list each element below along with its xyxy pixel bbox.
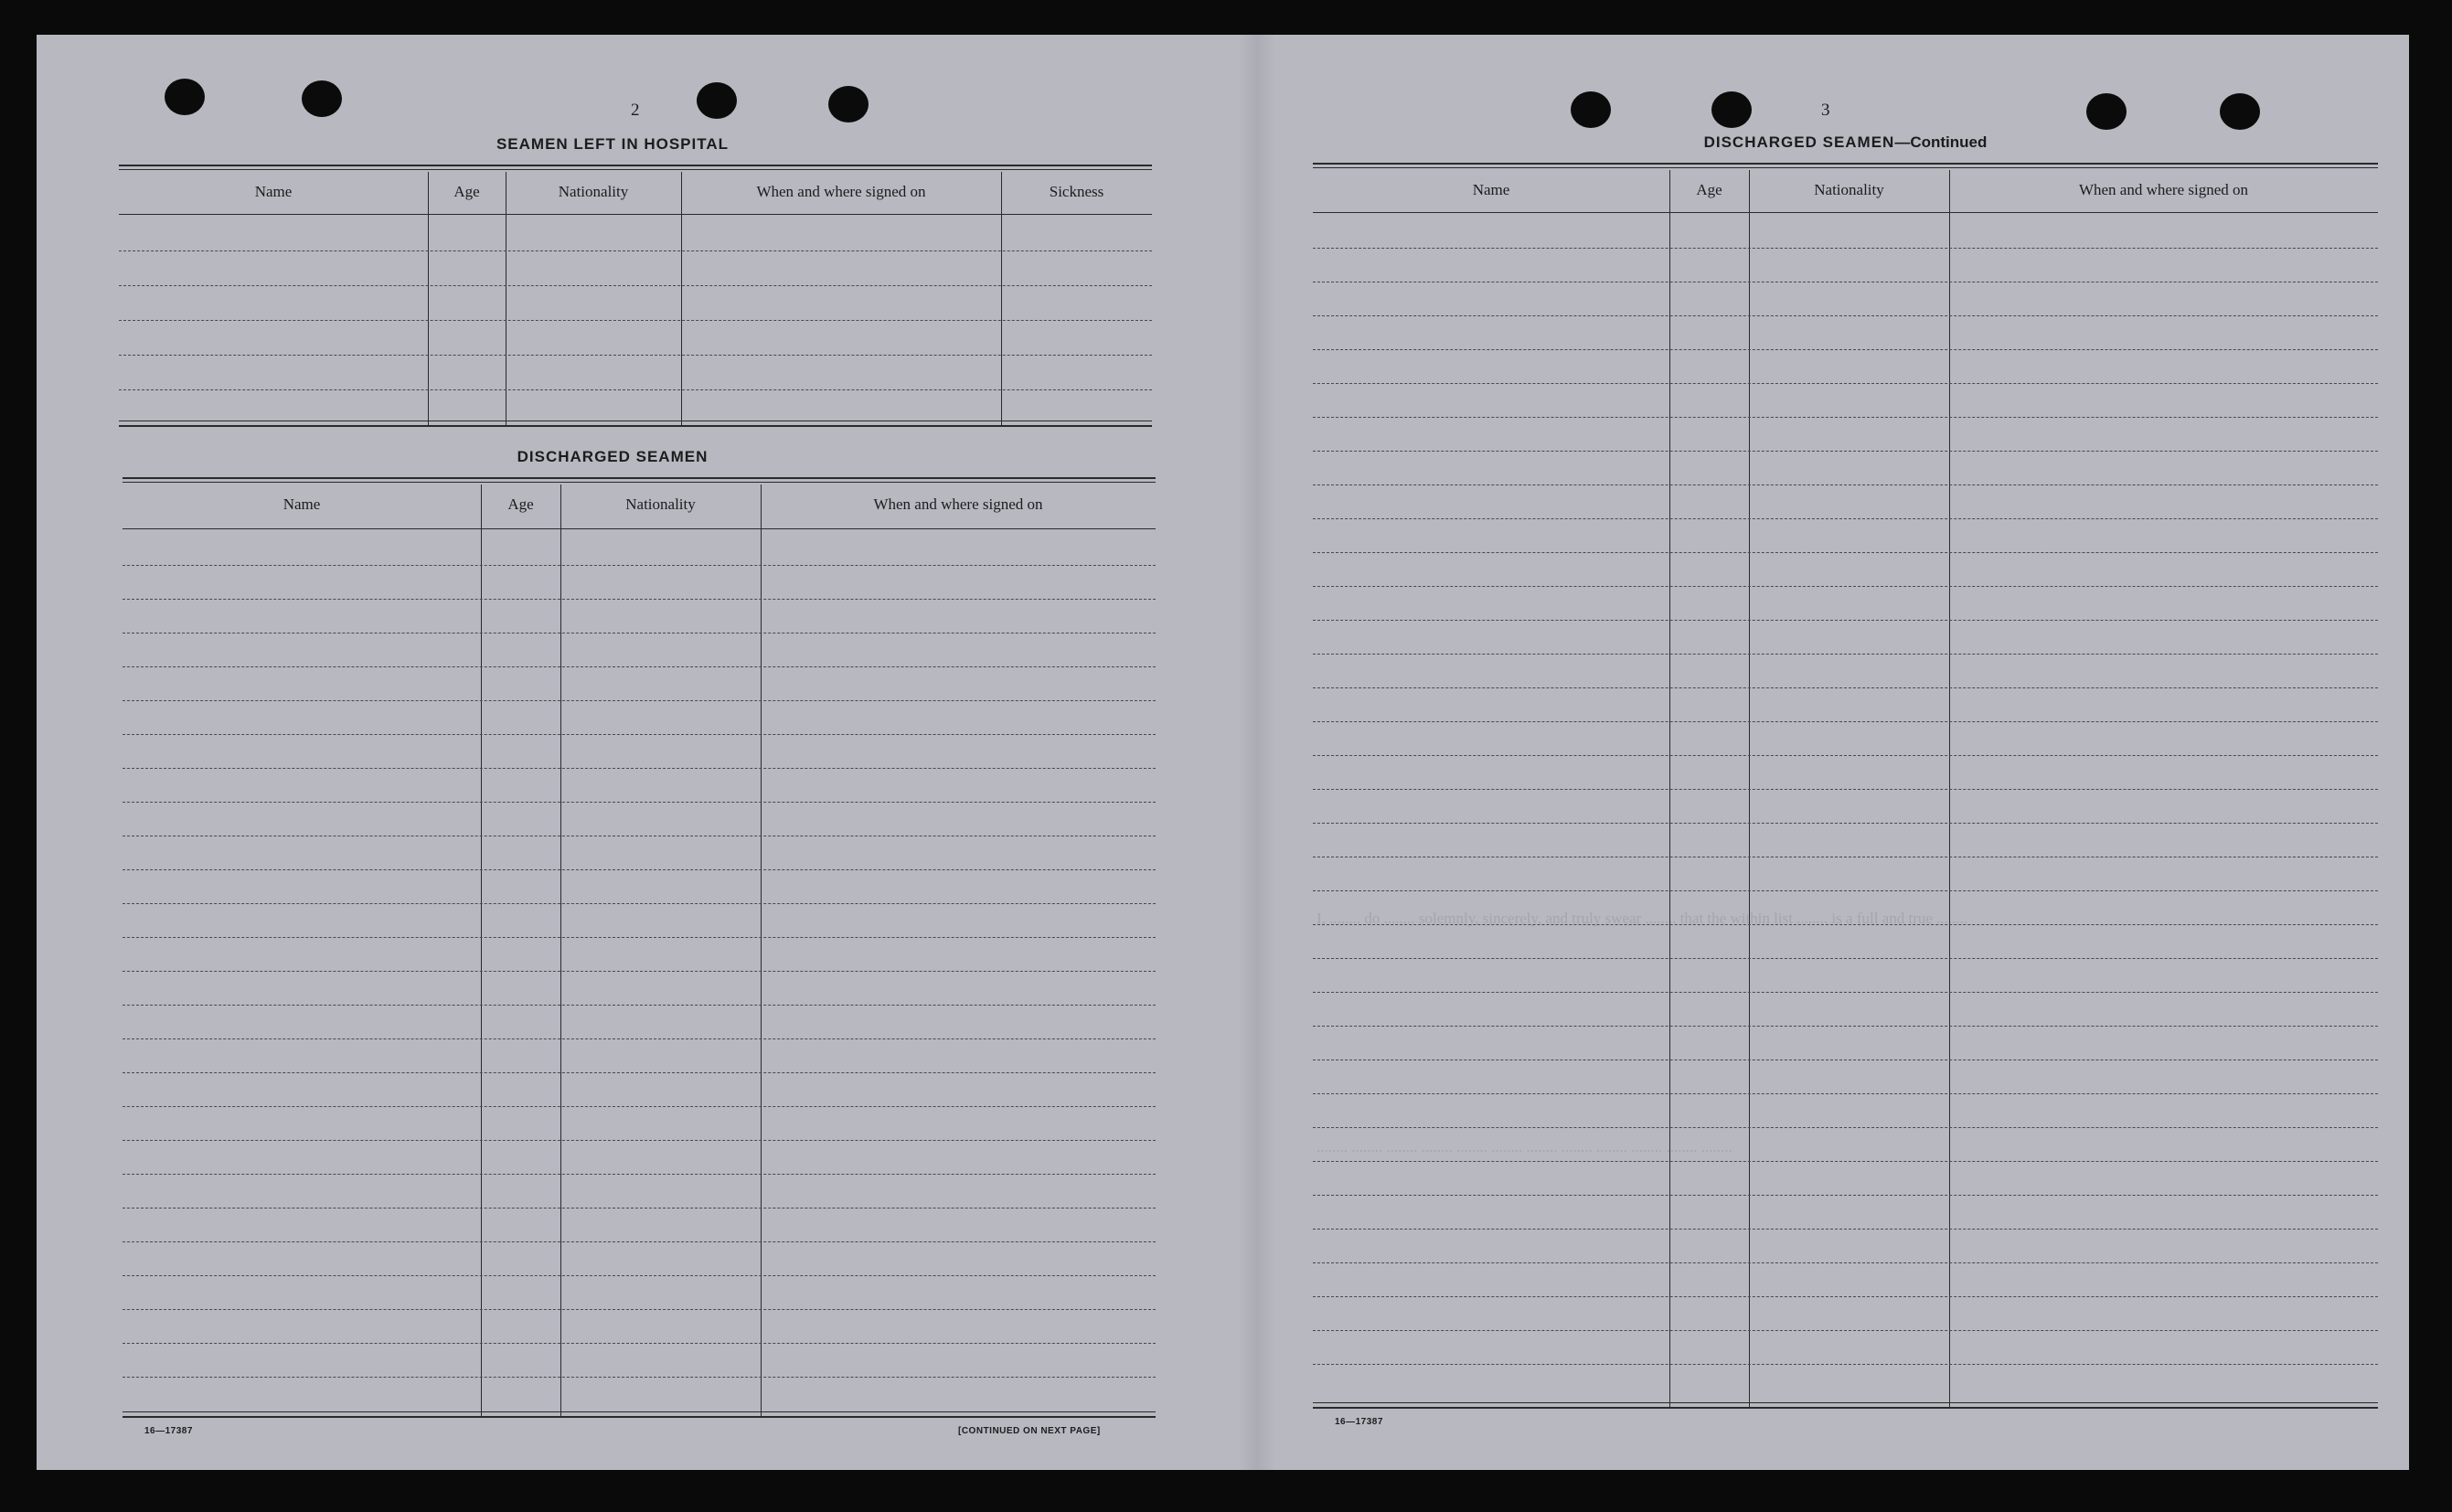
center-fold <box>1239 35 1275 1470</box>
table-row <box>1313 789 2378 790</box>
table-row <box>119 355 1152 356</box>
hospital-table <box>119 165 1152 426</box>
column-header-name: Name <box>283 495 321 513</box>
table-row <box>1313 958 2378 959</box>
punch-hole <box>2086 93 2127 130</box>
punch-hole <box>2220 93 2260 130</box>
table-row <box>1313 586 2378 587</box>
table-row <box>123 1072 1156 1073</box>
discharged-table-right <box>1313 163 2378 1413</box>
discharged-table-left <box>123 477 1156 1422</box>
table-row <box>1313 1262 2378 1263</box>
continued-note: [CONTINUED ON NEXT PAGE] <box>958 1426 1101 1436</box>
punch-hole <box>165 79 205 115</box>
table-row <box>1313 1229 2378 1230</box>
table-row <box>1313 823 2378 824</box>
table-row <box>1313 755 2378 756</box>
table-row <box>1313 484 2378 485</box>
section-title-discharged: DISCHARGED SEAMEN <box>517 448 709 465</box>
table-row <box>123 937 1156 938</box>
page-number: 3 <box>1821 101 1830 120</box>
column-header-nationality: Nationality <box>625 495 696 513</box>
table-row <box>1313 518 2378 519</box>
table-row <box>123 1005 1156 1006</box>
table-row <box>119 389 1152 390</box>
column-header-age: Age <box>453 183 480 200</box>
table-row <box>1313 1093 2378 1094</box>
table-row <box>123 903 1156 904</box>
punch-hole <box>697 82 737 119</box>
table-row <box>123 1208 1156 1209</box>
table-row <box>1313 1059 2378 1060</box>
table-row <box>123 768 1156 769</box>
table-row <box>123 734 1156 735</box>
table-row <box>1313 721 2378 722</box>
table-row <box>1313 1161 2378 1162</box>
table-row <box>123 1343 1156 1344</box>
table-row <box>123 802 1156 803</box>
table-row <box>123 1309 1156 1310</box>
table-row <box>123 1377 1156 1378</box>
bleed-through-text: ........ ........ ........ ........ ........ ........ ........ ........ ........ ........ ........ ........ <box>1317 1138 1732 1155</box>
table-row <box>123 1038 1156 1039</box>
section-title-discharged-continued <box>1313 133 2378 152</box>
table-row <box>1313 890 2378 891</box>
section-title-text: DISCHARGED SEAMEN <box>1703 133 1895 151</box>
column-header-signed-on: When and where signed on <box>2078 181 2249 198</box>
table-row <box>1313 1026 2378 1027</box>
table-row <box>1313 349 2378 350</box>
table-row <box>123 666 1156 667</box>
table-row <box>123 1241 1156 1242</box>
table-row <box>1313 1330 2378 1331</box>
table-row <box>1313 1296 2378 1297</box>
table-row <box>1313 992 2378 993</box>
column-header-age: Age <box>507 495 534 513</box>
column-header-sickness: Sickness <box>1049 183 1104 200</box>
table-row <box>119 250 1152 251</box>
section-title-suffix: —Continued <box>1894 133 1988 151</box>
punch-hole <box>302 80 342 117</box>
document-sheet <box>37 35 2409 1470</box>
table-row <box>123 869 1156 870</box>
column-header-name: Name <box>254 183 293 200</box>
column-header-nationality: Nationality <box>558 183 629 200</box>
form-number: 16—17387 <box>1335 1417 1383 1427</box>
table-row <box>119 320 1152 321</box>
table-row <box>123 1106 1156 1107</box>
table-row <box>1313 1195 2378 1196</box>
table-row <box>1313 383 2378 384</box>
form-number: 16—17387 <box>144 1426 193 1436</box>
table-row <box>1313 451 2378 452</box>
punch-hole <box>1571 91 1611 128</box>
table-row <box>123 971 1156 972</box>
column-header-signed-on: When and where signed on <box>756 183 926 200</box>
table-row <box>1313 687 2378 688</box>
punch-hole <box>828 86 869 122</box>
page-number: 2 <box>631 101 640 120</box>
table-row <box>123 1140 1156 1141</box>
section-title-hospital: SEAMEN LEFT IN HOSPITAL <box>496 135 730 153</box>
table-row <box>1313 315 2378 316</box>
column-header-age: Age <box>1696 181 1722 198</box>
column-header-nationality: Nationality <box>1814 181 1884 198</box>
table-row <box>1313 248 2378 249</box>
column-header-name: Name <box>1472 181 1510 198</box>
table-row <box>1313 924 2378 925</box>
table-row <box>123 1275 1156 1276</box>
table-row <box>1313 654 2378 655</box>
table-row <box>119 285 1152 286</box>
table-row <box>1313 1364 2378 1365</box>
table-row <box>1313 1127 2378 1128</box>
column-header-signed-on: When and where signed on <box>873 495 1043 513</box>
table-row <box>123 599 1156 600</box>
table-row <box>1313 417 2378 418</box>
punch-hole <box>1711 91 1752 128</box>
table-row <box>123 565 1156 566</box>
bleed-through-text: I, ........ do ........ solemnly, sincerely, and truly swear ........ that the within list ........ is a full and true ........ <box>1317 910 1968 927</box>
table-row <box>123 700 1156 701</box>
table-row <box>123 633 1156 634</box>
table-row <box>1313 620 2378 621</box>
table-row <box>1313 552 2378 553</box>
table-row <box>123 1174 1156 1175</box>
